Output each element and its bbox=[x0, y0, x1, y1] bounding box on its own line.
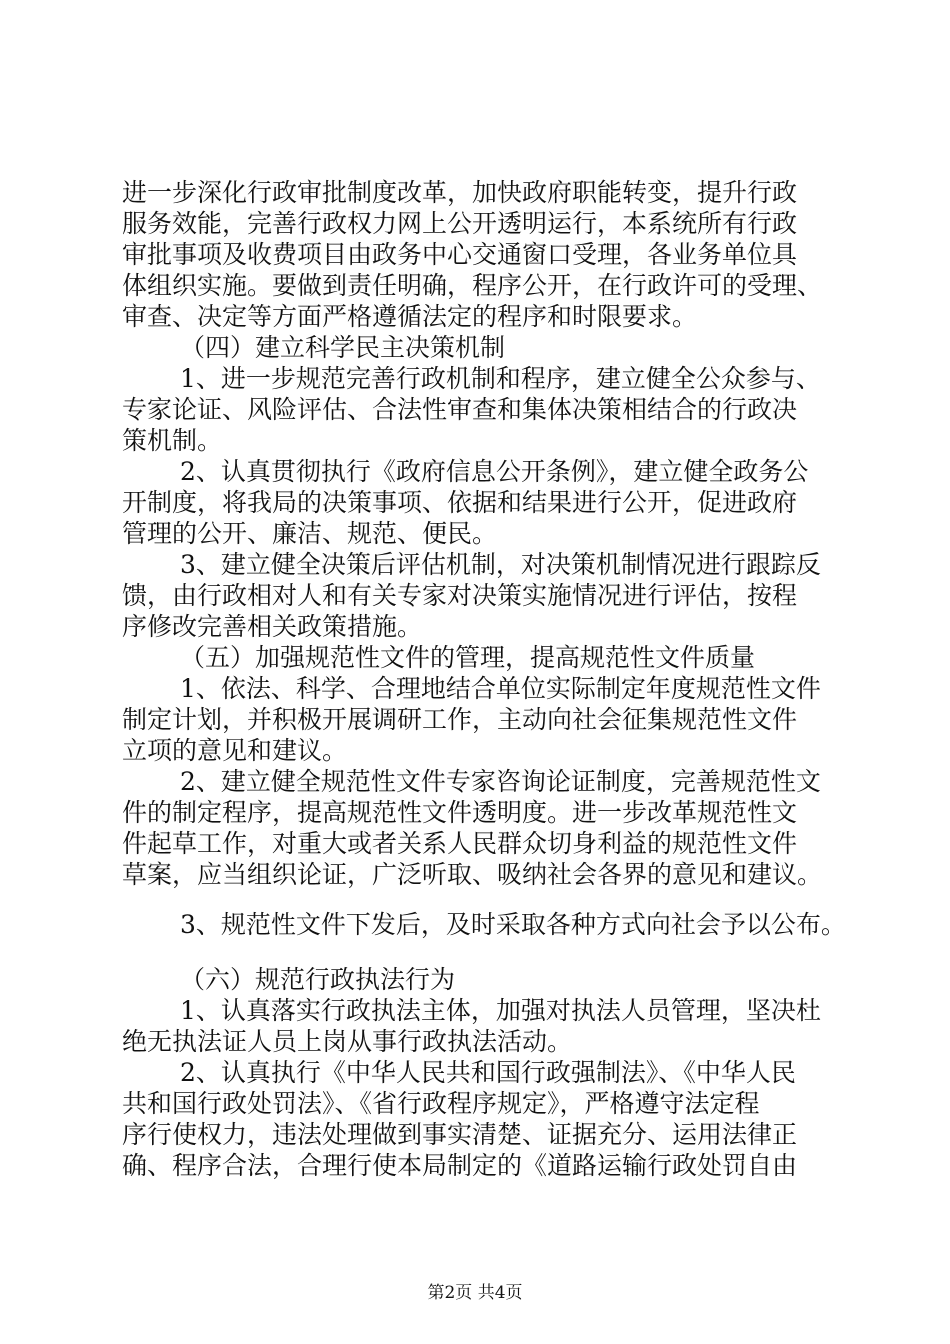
text-line: 审查、决定等方面严格遵循法定的程序和时限要求。 bbox=[122, 302, 698, 331]
section-heading: （五）加强规范性文件的管理，提高规范性文件质量 bbox=[180, 643, 756, 672]
section-heading: （四）建立科学民主决策机制 bbox=[180, 333, 506, 362]
text-line: 开制度，将我局的决策事项、依据和结果进行公开，促进政府 bbox=[122, 488, 798, 517]
text-line: 绝无执法证人员上岗从事行政执法活动。 bbox=[122, 1027, 573, 1056]
text-line: 专家论证、风险评估、合法性审查和集体决策相结合的行政决 bbox=[122, 395, 798, 424]
text-line: 进一步深化行政审批制度改革，加快政府职能转变，提升行政 bbox=[122, 178, 798, 207]
text-line: 2、建立健全规范性文件专家咨询论证制度，完善规范性文 bbox=[180, 767, 821, 796]
text-line: 管理的公开、廉洁、规范、便民。 bbox=[122, 519, 498, 548]
text-line: 立项的意见和建议。 bbox=[122, 736, 348, 765]
section-heading: （六）规范行政执法行为 bbox=[180, 965, 456, 994]
text-line: 序行使权力，违法处理做到事实清楚、证据充分、运用法律正 bbox=[122, 1120, 798, 1149]
text-line: 序修改完善相关政策措施。 bbox=[122, 612, 423, 641]
text-line: 共和国行政处罚法》、《省行政程序规定》，严格遵守法定程 bbox=[122, 1089, 760, 1118]
text-line: 件起草工作，对重大或者关系人民群众切身利益的规范性文件 bbox=[122, 829, 798, 858]
text-line: 馈，由行政相对人和有关专家对决策实施情况进行评估，按程 bbox=[122, 581, 798, 610]
text-line: 3、建立健全决策后评估机制，对决策机制情况进行跟踪反 bbox=[180, 550, 821, 579]
text-line: 1、依法、科学、合理地结合单位实际制定年度规范性文件 bbox=[180, 674, 821, 703]
text-line: 1、认真落实行政执法主体，加强对执法人员管理，坚决杜 bbox=[180, 996, 821, 1025]
text-line: 3、规范性文件下发后，及时采取各种方式向社会予以公布。 bbox=[180, 910, 846, 939]
text-line: 件的制定程序，提高规范性文件透明度。进一步改革规范性文 bbox=[122, 798, 798, 827]
page-number: 第2页 共4页 bbox=[427, 1283, 523, 1303]
text-line: 审批事项及收费项目由政务中心交通窗口受理，各业务单位具 bbox=[122, 240, 798, 269]
text-line: 策机制。 bbox=[122, 426, 223, 455]
text-line: 体组织实施。要做到责任明确，程序公开，在行政许可的受理、 bbox=[122, 271, 823, 300]
text-line: 确、程序合法，合理行使本局制定的《道路运输行政处罚自由 bbox=[122, 1151, 798, 1180]
text-line: 服务效能，完善行政权力网上公开透明运行，本系统所有行政 bbox=[122, 209, 798, 238]
text-line: 2、认真贯彻执行《政府信息公开条例》，建立健全政务公 bbox=[180, 457, 809, 486]
text-line: 制定计划，并积极开展调研工作，主动向社会征集规范性文件 bbox=[122, 705, 798, 734]
text-line: 1、进一步规范完善行政机制和程序，建立健全公众参与、 bbox=[180, 364, 821, 393]
text-line: 2、认真执行《中华人民共和国行政强制法》、《中华人民 bbox=[180, 1058, 796, 1087]
text-line: 草案，应当组织论证，广泛听取、吸纳社会各界的意见和建议。 bbox=[122, 860, 823, 889]
